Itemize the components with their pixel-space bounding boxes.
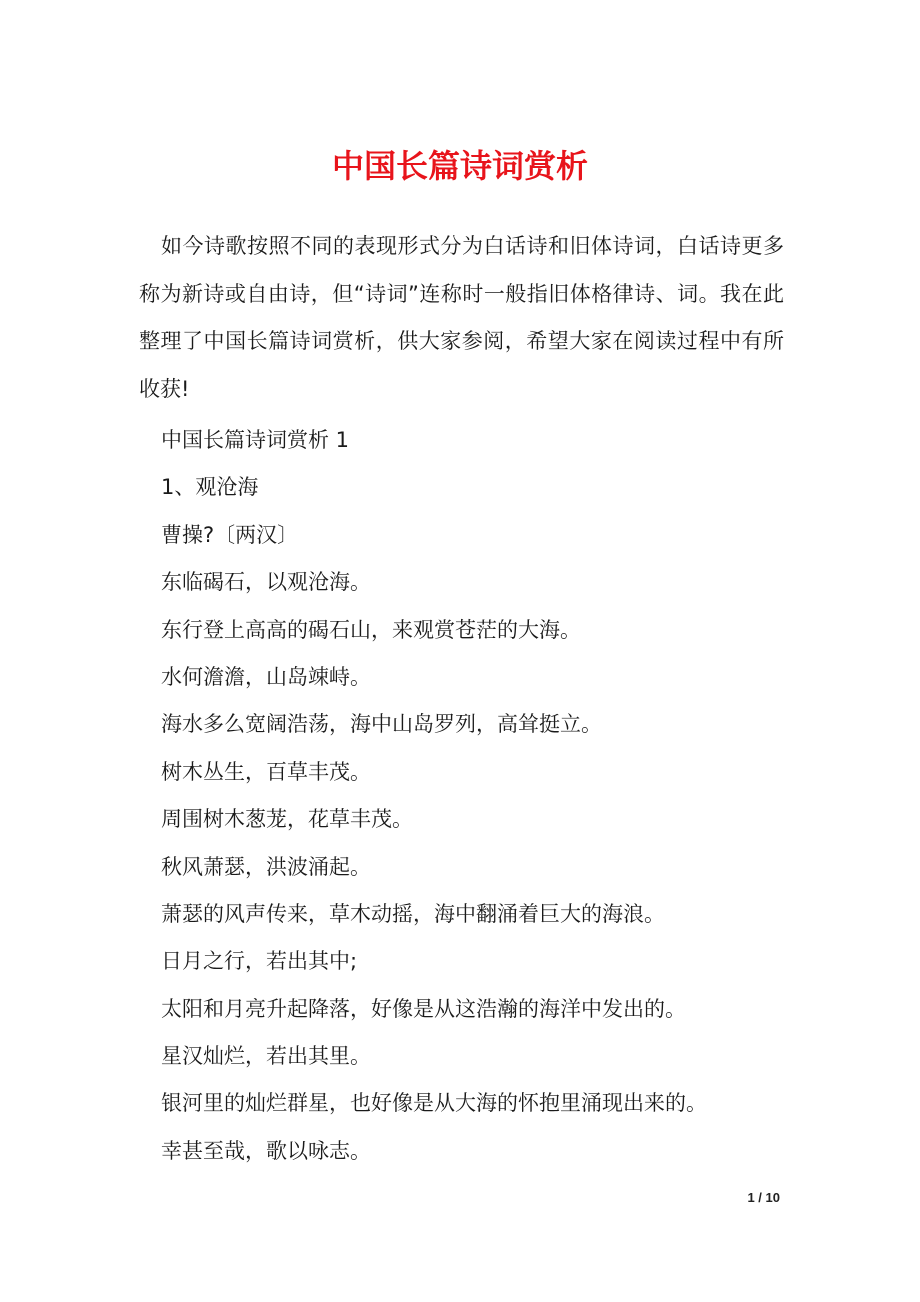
- translation-line: 海水多么宽阔浩荡，海中山岛罗列，高耸挺立。: [161, 712, 602, 737]
- translation-line: 东行登上高高的碣石山，来观赏苍茫的大海。: [161, 617, 581, 642]
- poem-line: 水何澹澹，山岛竦峙。: [161, 664, 371, 689]
- poem-line: 秋风萧瑟，洪波涌起。: [161, 854, 371, 879]
- poem-lines: [161, 417, 781, 1175]
- poem-line: 树木丛生，百草丰茂。: [161, 759, 371, 784]
- page-number: 1 / 10: [747, 1190, 780, 1205]
- translation-line: 太阳和月亮升起降落，好像是从这浩瀚的海洋中发出的。: [161, 996, 686, 1021]
- translation-line: 萧瑟的风声传来，草木动摇，海中翻涌着巨大的海浪。: [161, 901, 665, 926]
- poem-line: 幸甚至哉，歌以咏志。: [161, 1138, 371, 1163]
- poem-line: 日月之行，若出其中;: [161, 949, 358, 974]
- poem-author: 曹操?〔两汉〕: [161, 522, 299, 547]
- poem-title: 1、观沧海: [161, 475, 259, 500]
- section-heading: 中国长篇诗词赏析 1: [161, 428, 350, 452]
- poem-line: 星汉灿烂，若出其里。: [161, 1044, 371, 1069]
- poem-line: 东临碣石，以观沧海。: [161, 570, 371, 595]
- translation-line: 周围树木葱茏，花草丰茂。: [161, 807, 413, 832]
- page-title: 中国长篇诗词赏析: [331, 147, 588, 185]
- translation-line: 银河里的灿烂群星，也好像是从大海的怀抱里涌现出来的。: [161, 1091, 707, 1116]
- intro-paragraph: 如今诗歌按照不同的表现形式分为白话诗和旧体诗词，白话诗更多称为新诗或自由诗，但“诗词”连称时一般指旧体格律诗、词。我在此整理了中国长篇诗词赏析，供大家参阅，希望大家在阅读过程中有所收获!: [139, 234, 784, 401]
